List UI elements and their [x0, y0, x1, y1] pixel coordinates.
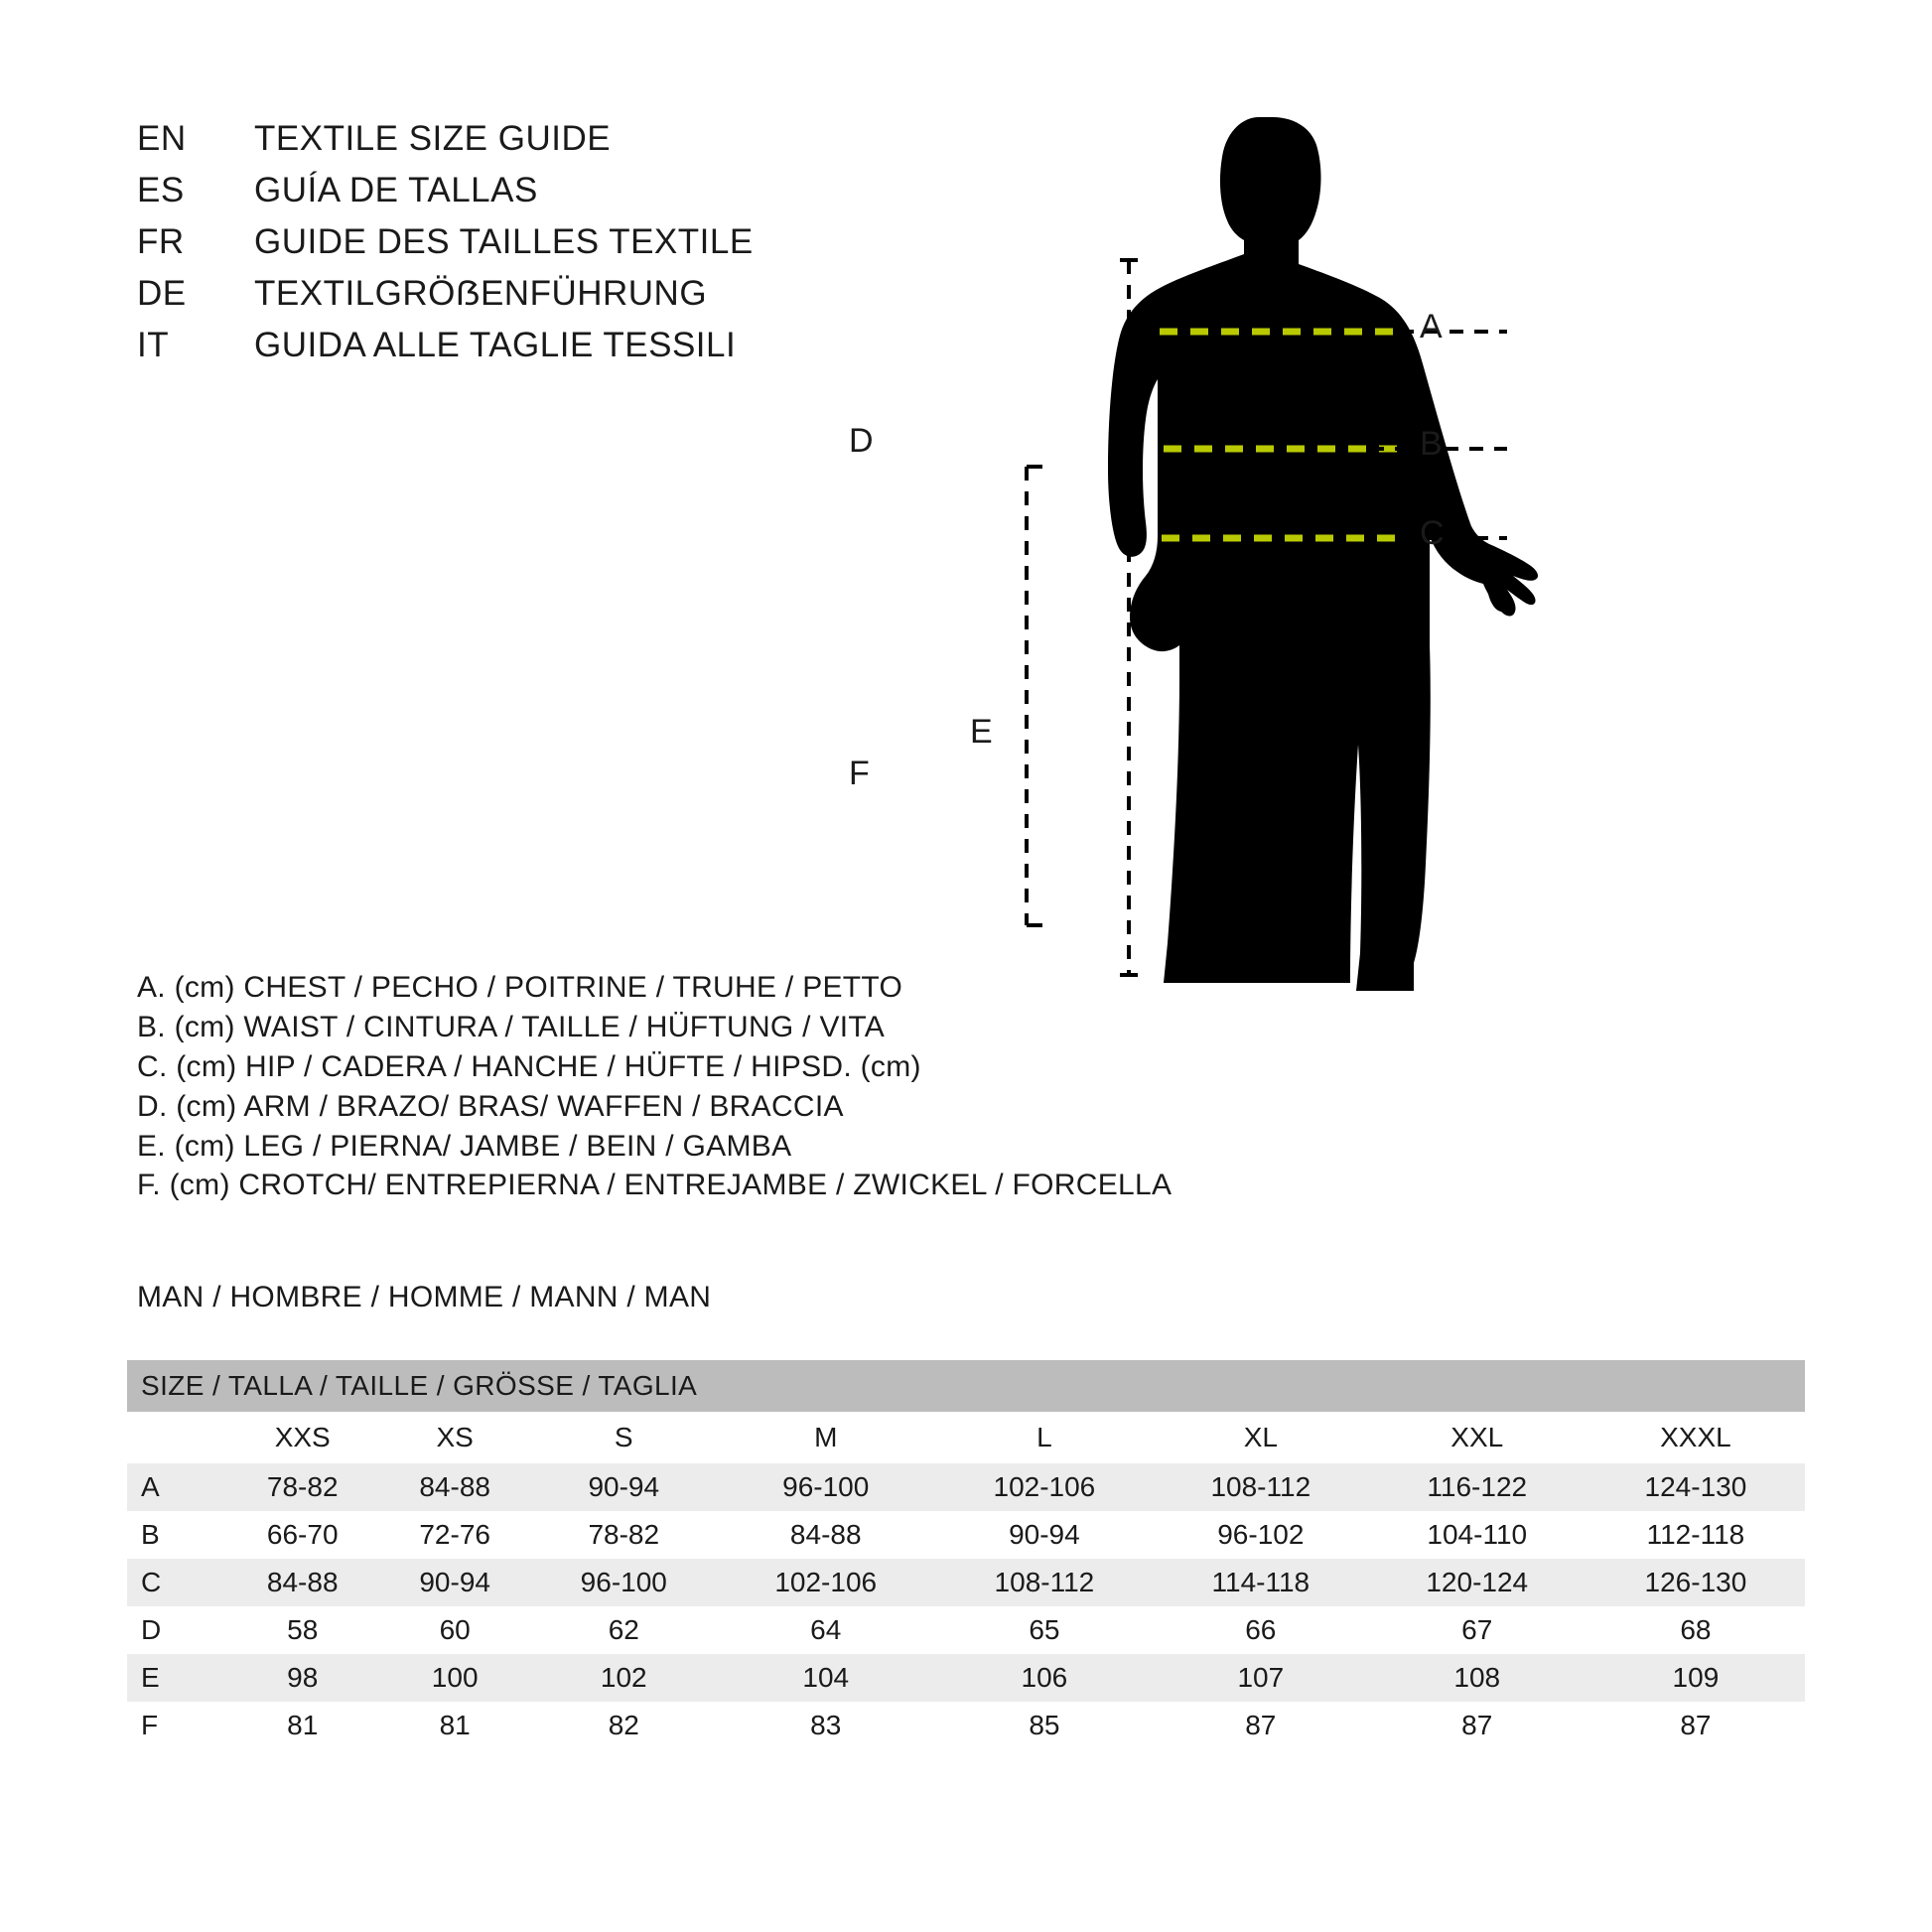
cell-e-xs: 100 — [378, 1654, 530, 1702]
cell-d-xs: 60 — [439, 1614, 471, 1645]
language-row — [137, 222, 892, 262]
cell-b-xxl: 104-110 — [1427, 1519, 1528, 1550]
body-measurement-diagram — [849, 69, 1906, 1211]
cell-c-s: 96-100 — [531, 1559, 717, 1606]
row-label-b: B — [141, 1519, 160, 1550]
cell-b-xxs: 66-70 — [266, 1519, 339, 1550]
cell-b-xxxl: 112-118 — [1646, 1519, 1745, 1550]
cell-b-xl: 96-102 — [1217, 1519, 1305, 1550]
table-row — [127, 1654, 1805, 1702]
cell-b-m: 84-88 — [789, 1519, 862, 1550]
language-row — [137, 119, 892, 159]
label-a: A — [1420, 308, 1443, 345]
table-row — [127, 1606, 1805, 1654]
cell-b-l: 90-94 — [1009, 1519, 1080, 1550]
cell-d-xl: 66 — [1245, 1614, 1277, 1645]
row-label-a: A — [127, 1463, 226, 1511]
cell-e-m: 104 — [717, 1654, 935, 1702]
cell-c-xs: 90-94 — [378, 1559, 530, 1606]
cell-d-m: 64 — [810, 1614, 842, 1645]
size-header-s: S — [614, 1422, 633, 1452]
table-row — [127, 1702, 1805, 1749]
cell-e-s: 102 — [531, 1654, 717, 1702]
cell-c-xxs: 84-88 — [226, 1559, 378, 1606]
label-f: F — [849, 755, 870, 792]
language-title-list — [137, 119, 892, 377]
cell-a-xs: 84-88 — [378, 1463, 530, 1511]
cell-e-xxxl: 109 — [1587, 1654, 1805, 1702]
label-e: E — [970, 713, 993, 751]
cell-e-xxl: 108 — [1368, 1654, 1587, 1702]
cell-f-l: 85 — [1029, 1710, 1060, 1740]
language-title: GUIDA ALLE TAGLIE TESSILI — [254, 326, 737, 364]
language-title: GUÍA DE TALLAS — [254, 171, 538, 209]
cell-f-xxl: 87 — [1461, 1710, 1493, 1740]
legend-item-a: A. (cm) CHEST / PECHO / POITRINE / TRUHE / PETTO — [137, 971, 903, 1004]
table-row — [127, 1511, 1805, 1559]
language-code: ES — [137, 171, 185, 209]
cell-a-xxl: 116-122 — [1368, 1463, 1587, 1511]
corner-cell — [127, 1412, 226, 1463]
cell-a-s: 90-94 — [531, 1463, 717, 1511]
cell-c-m: 102-106 — [717, 1559, 935, 1606]
cell-f-xxs: 81 — [287, 1710, 319, 1740]
cell-d-xxs: 58 — [287, 1614, 319, 1645]
label-d: D — [849, 422, 874, 460]
language-title: TEXTILE SIZE GUIDE — [254, 119, 612, 158]
cell-c-xl: 114-118 — [1154, 1559, 1368, 1606]
cell-a-m: 96-100 — [717, 1463, 935, 1511]
cell-a-l: 102-106 — [935, 1463, 1154, 1511]
language-code: DE — [137, 274, 187, 313]
cell-d-xxxl: 68 — [1680, 1614, 1712, 1645]
cell-c-xxxl: 126-130 — [1587, 1559, 1805, 1606]
cell-a-xxs: 78-82 — [226, 1463, 378, 1511]
cell-f-xxxl: 87 — [1680, 1710, 1712, 1740]
cell-b-xs: 72-76 — [419, 1519, 490, 1550]
label-c: C — [1420, 514, 1445, 552]
cell-c-l: 108-112 — [935, 1559, 1154, 1606]
cell-b-s: 78-82 — [588, 1519, 660, 1550]
label-b: B — [1420, 425, 1443, 463]
cell-d-l: 65 — [1029, 1614, 1060, 1645]
table-row — [127, 1463, 1805, 1511]
cell-a-xl: 108-112 — [1154, 1463, 1368, 1511]
gender-label: MAN / HOMBRE / HOMME / MANN / MAN — [137, 1281, 712, 1313]
row-label-f: F — [141, 1710, 159, 1740]
table-size-header-row — [127, 1412, 1805, 1463]
cell-c-xxl: 120-124 — [1368, 1559, 1587, 1606]
language-row — [137, 326, 892, 365]
legend-item-f: F. (cm) CROTCH/ ENTREPIERNA / ENTREJAMBE / ZWICKEL / FORCELLA — [137, 1169, 1173, 1202]
language-code: FR — [137, 222, 185, 261]
cell-d-s: 62 — [608, 1614, 639, 1645]
legend-item-e: E. (cm) LEG / PIERNA/ JAMBE / BEIN / GAMBA — [137, 1129, 792, 1163]
size-header-xxxl: XXXL — [1660, 1422, 1731, 1452]
legend-item-c: C. (cm) HIP / CADERA / HANCHE / HÜFTE / HIPSD. (cm) — [137, 1049, 921, 1083]
cell-e-xl: 107 — [1154, 1654, 1368, 1702]
band-title: SIZE / TALLA / TAILLE / GRÖSSE / TAGLIA — [127, 1360, 1805, 1412]
cell-f-s: 82 — [608, 1710, 639, 1740]
row-label-d: D — [141, 1614, 162, 1645]
cell-a-xxxl: 124-130 — [1587, 1463, 1805, 1511]
row-label-c: C — [127, 1559, 226, 1606]
language-row — [137, 171, 892, 210]
table-row — [127, 1559, 1805, 1606]
cell-f-m: 83 — [810, 1710, 842, 1740]
dimension-bracket-overlay — [884, 69, 1281, 1211]
cell-e-xxs: 98 — [226, 1654, 378, 1702]
language-row — [137, 274, 892, 314]
size-header-xxs: XXS — [274, 1422, 331, 1452]
size-header-m: M — [814, 1422, 838, 1452]
legend-item-d: D. (cm) ARM / BRAZO/ BRAS/ WAFFEN / BRACCIA — [137, 1089, 844, 1123]
size-header-xs: XS — [436, 1422, 474, 1452]
cell-f-xs: 81 — [439, 1710, 471, 1740]
size-header-xxl: XXL — [1450, 1422, 1504, 1452]
language-title: TEXTILGRÖẞENFÜHRUNG — [254, 274, 708, 313]
language-title: GUIDE DES TAILLES TEXTILE — [254, 222, 754, 261]
size-header-l: L — [1036, 1422, 1052, 1452]
table-band-header — [127, 1360, 1805, 1412]
language-code: EN — [137, 119, 187, 158]
cell-f-xl: 87 — [1245, 1710, 1277, 1740]
size-header-xl: XL — [1243, 1422, 1278, 1452]
cell-d-xxl: 67 — [1461, 1614, 1493, 1645]
legend-item-b: B. (cm) WAIST / CINTURA / TAILLE / HÜFTUNG / VITA — [137, 1010, 886, 1043]
size-table — [127, 1360, 1805, 1749]
row-label-e: E — [127, 1654, 226, 1702]
language-code: IT — [137, 326, 170, 364]
cell-e-l: 106 — [935, 1654, 1154, 1702]
